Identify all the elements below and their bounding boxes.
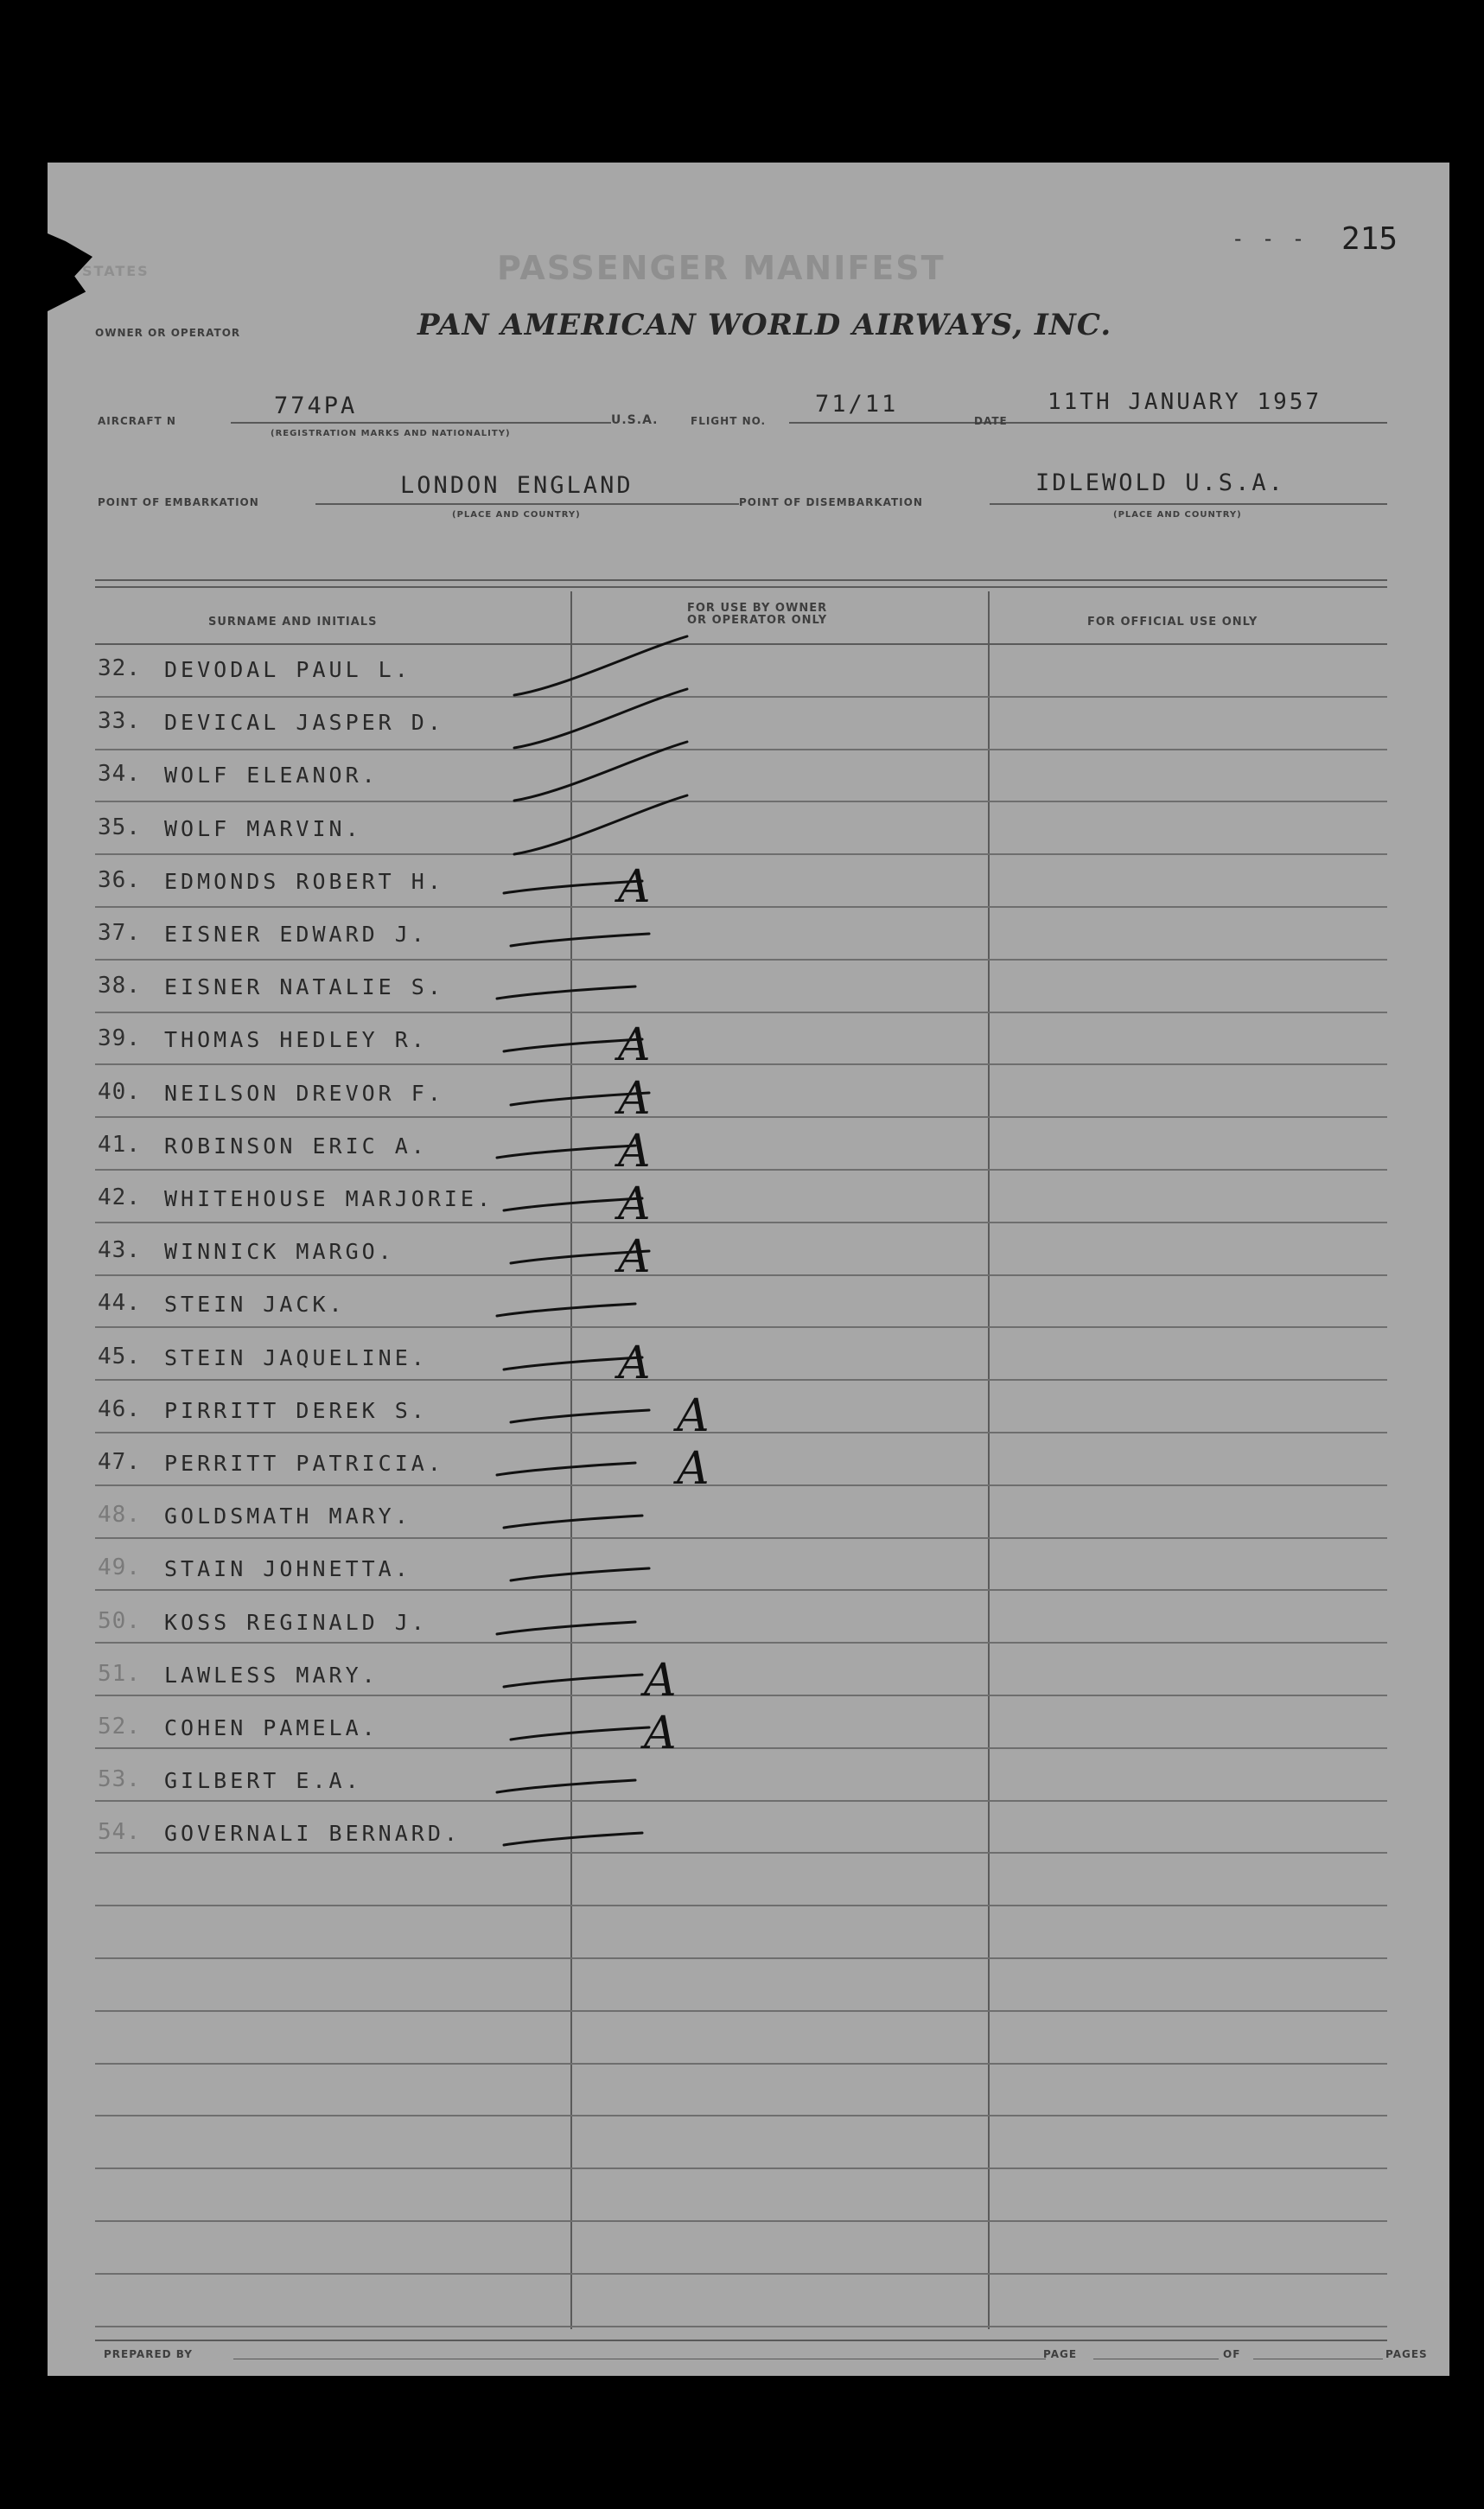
passenger-name: WHITEHOUSE MARJORIE. [164,1186,494,1211]
check-stroke [504,1833,642,1845]
passenger-name: NEILSON DREVOR F. [164,1081,444,1106]
passenger-name: COHEN PAMELA. [164,1715,379,1740]
handwritten-mark: A [644,1655,677,1707]
passenger-name: LAWLESS MARY. [164,1663,379,1688]
passenger-number: 36. [98,867,141,893]
check-stroke [511,1410,649,1422]
handwritten-mark: A [618,1073,651,1125]
passenger-number: 38. [98,973,141,999]
passenger-name: DEVICAL JASPER D. [164,710,444,735]
date-value: 11TH JANUARY 1957 [1048,389,1322,415]
handwritten-mark: A [618,861,651,913]
passenger-number: 52. [98,1714,141,1740]
check-stroke [511,1568,649,1580]
column-header-owner-2: OR OPERATOR ONLY [687,614,828,627]
passenger-number: 40. [98,1079,141,1105]
flight-value: 71/11 [815,391,899,418]
check-stroke [497,1463,635,1475]
passenger-number: 47. [98,1449,141,1475]
passenger-number: 48. [98,1502,141,1528]
passenger-name: THOMAS HEDLEY R. [164,1027,428,1052]
embarkation-value: LONDON ENGLAND [400,472,634,499]
check-stroke [497,1780,635,1792]
embarkation-sublabel: (PLACE AND COUNTRY) [452,510,581,520]
passenger-number: 39. [98,1025,141,1051]
passenger-number: 45. [98,1344,141,1369]
check-stroke [497,1304,635,1316]
page-number: 215 [1341,221,1398,257]
handwritten-mark: A [677,1443,710,1495]
handwritten-mark: A [618,1126,651,1178]
passenger-name: KOSS REGINALD J. [164,1610,428,1635]
passenger-name: EISNER NATALIE S. [164,974,444,999]
aircraft-value: 774PA [274,393,358,419]
passenger-number: 46. [98,1396,141,1422]
footer-top-rule [95,2340,1387,2341]
aircraft-sublabel: (REGISTRATION MARKS AND NATIONALITY) [271,429,511,438]
check-stroke [511,1727,649,1740]
check-stroke [511,934,649,946]
passenger-number: 41. [98,1132,141,1158]
page-dashes: - - - [1232,227,1308,251]
passenger-name: STEIN JAQUELINE. [164,1345,428,1370]
passenger-name: STEIN JACK. [164,1292,346,1317]
passenger-name: GOVERNALI BERNARD. [164,1821,461,1846]
passenger-number: 43. [98,1237,141,1263]
date-label: DATE [974,415,1008,427]
column-header-surname: SURNAME AND INITIALS [208,616,378,629]
passenger-number: 37. [98,920,141,946]
footer-page: PAGE [1043,2348,1078,2360]
passenger-number: 35. [98,814,141,840]
passenger-number: 44. [98,1290,141,1316]
passenger-name: STAIN JOHNETTA. [164,1556,411,1581]
owner-label: OWNER OR OPERATOR [95,327,241,339]
passenger-number: 34. [98,761,141,787]
passenger-name: GOLDSMATH MARY. [164,1503,411,1529]
usa-label: U.S.A. [611,413,659,427]
check-stroke [504,1675,642,1687]
passenger-number: 50. [98,1608,141,1634]
passenger-name: GILBERT E.A. [164,1768,362,1793]
disembarkation-label: POINT OF DISEMBARKATION [739,496,923,508]
check-stroke [504,1516,642,1528]
passenger-number: 49. [98,1555,141,1580]
disembarkation-value: IDLEWOLD U.S.A. [1035,469,1285,496]
check-stroke [497,986,635,999]
embarkation-label: POINT OF EMBARKATION [98,496,259,508]
manifest-title: PASSENGER MANIFEST [497,249,946,287]
passenger-number: 33. [98,708,141,734]
manifest-sheet [48,163,1449,2376]
passenger-number: 32. [98,655,141,681]
passenger-name: EISNER EDWARD J. [164,922,428,947]
handwritten-mark: A [618,1231,651,1283]
passenger-name: EDMONDS ROBERT H. [164,869,444,894]
passenger-number: 42. [98,1184,141,1210]
check-stroke [514,636,687,695]
passenger-number: 54. [98,1819,141,1845]
handwritten-mark: A [618,1019,651,1071]
check-stroke [514,689,687,748]
passenger-name: WOLF ELEANOR. [164,763,379,788]
passenger-number: 53. [98,1766,141,1792]
aircraft-label: AIRCRAFT N [98,415,176,427]
check-stroke [514,795,687,854]
column-header-official: FOR OFFICIAL USE ONLY [1087,616,1258,629]
handwritten-mark: A [644,1708,677,1759]
column-header-owner-1: FOR USE BY OWNER [687,602,828,615]
handwritten-marks [48,163,1449,2376]
handwritten-mark: A [677,1390,710,1442]
flight-label: FLIGHT NO. [691,415,767,427]
passenger-name: WINNICK MARGO. [164,1239,395,1264]
check-stroke [497,1146,635,1158]
footer-of: OF [1223,2348,1241,2360]
airline-name: PAN AMERICAN WORLD AIRWAYS, INC. [417,308,1112,342]
passenger-name: PIRRITT DEREK S. [164,1398,428,1423]
disembarkation-sublabel: (PLACE AND COUNTRY) [1113,510,1242,520]
handwritten-mark: A [618,1178,651,1230]
footer-pages: PAGES [1385,2348,1428,2360]
check-stroke [497,1622,635,1634]
handwritten-mark: A [618,1337,651,1389]
passenger-name: ROBINSON ERIC A. [164,1133,428,1159]
check-stroke [514,742,687,801]
top-left-faint-label: STATES [82,263,150,279]
passenger-number: 51. [98,1661,141,1687]
passenger-name: DEVODAL PAUL L. [164,657,411,682]
passenger-name: PERRITT PATRICIA. [164,1451,444,1476]
passenger-name: WOLF MARVIN. [164,816,362,841]
footer-prepared-by: PREPARED BY [104,2348,193,2360]
